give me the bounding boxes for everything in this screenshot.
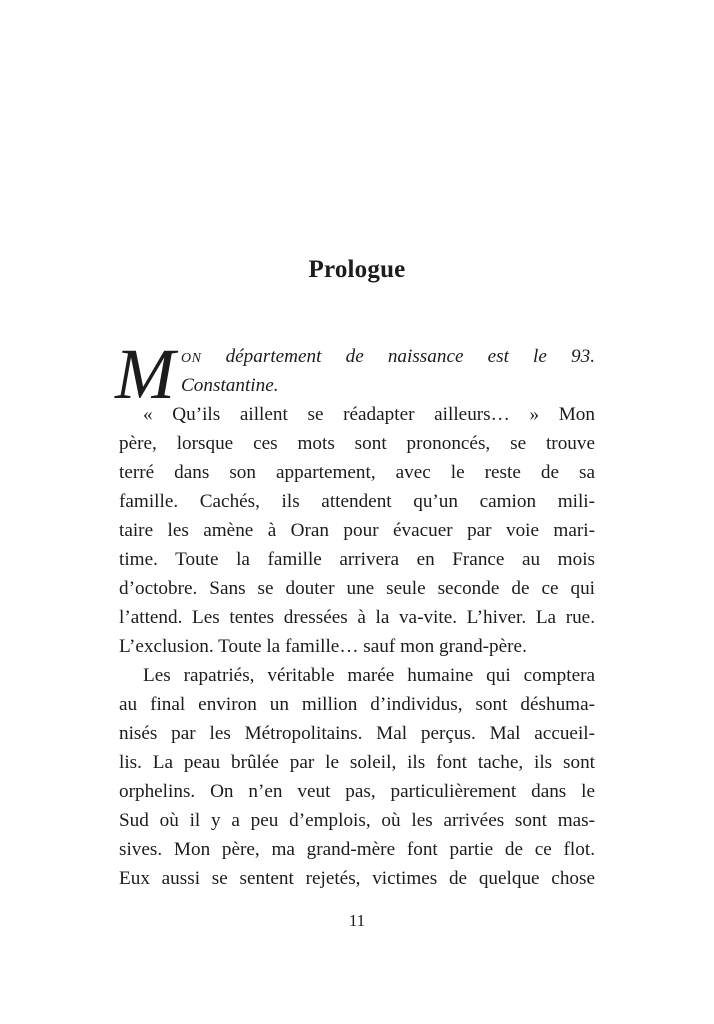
- page-number: 11: [348, 911, 366, 930]
- paragraph-1-line-8: l’attend. Les tentes dressées à la va-vite. L’hiver. La rue.: [119, 607, 595, 628]
- paragraph-2-line-8: Eux aussi se sentent rejetés, victimes de quelque chose: [119, 868, 595, 889]
- paragraph-2-line-5: orphelins. On n’en veut pas, particulièrement dans le: [119, 781, 595, 802]
- chapter-title: Prologue: [308, 256, 406, 283]
- paragraph-2-line-2: au final environ un million d’individus, sont déshuma-: [119, 694, 595, 715]
- paragraph-1-line-5: taire les amène à Oran pour évacuer par voie mari-: [119, 520, 595, 541]
- paragraph-2-line-7: sives. Mon père, ma grand-mère font partie de ce flot.: [119, 839, 595, 860]
- opening-line-1: [181, 342, 595, 371]
- opening-line-1-text: département de naissance est le 93.: [201, 346, 595, 367]
- paragraph-1-line-7: d’octobre. Sans se douter une seule seconde de ce qui: [119, 578, 595, 599]
- paragraph-2-line-3: nisés par les Métropolitains. Mal perçus. Mal accueil-: [119, 723, 595, 744]
- opening-line-2: Constantine.: [181, 375, 279, 396]
- paragraph-1-line-1: « Qu’ils aillent se réadapter ailleurs… » Mon: [143, 404, 595, 425]
- drop-cap: M: [115, 334, 175, 414]
- paragraph-1-line-3: terré dans son appartement, avec le reste de sa: [119, 462, 595, 483]
- paragraph-2-line-4: lis. La peau brûlée par le soleil, ils font tache, ils sont: [119, 752, 595, 773]
- paragraph-1-line-2: père, lorsque ces mots sont prononcés, se trouve: [119, 433, 595, 454]
- paragraph-2-line-1: Les rapatriés, véritable marée humaine qui comptera: [143, 665, 595, 686]
- paragraph-1-line-9: L’exclusion. Toute la famille… sauf mon grand-père.: [119, 636, 527, 657]
- paragraph-1-line-6: time. Toute la famille arrivera en France au mois: [119, 549, 595, 570]
- paragraph-1-line-4: famille. Cachés, ils attendent qu’un camion mili-: [119, 491, 595, 512]
- paragraph-2-line-6: Sud où il y a peu d’emplois, où les arrivées sont mas-: [119, 810, 595, 831]
- opening-small-caps: ON: [181, 351, 202, 366]
